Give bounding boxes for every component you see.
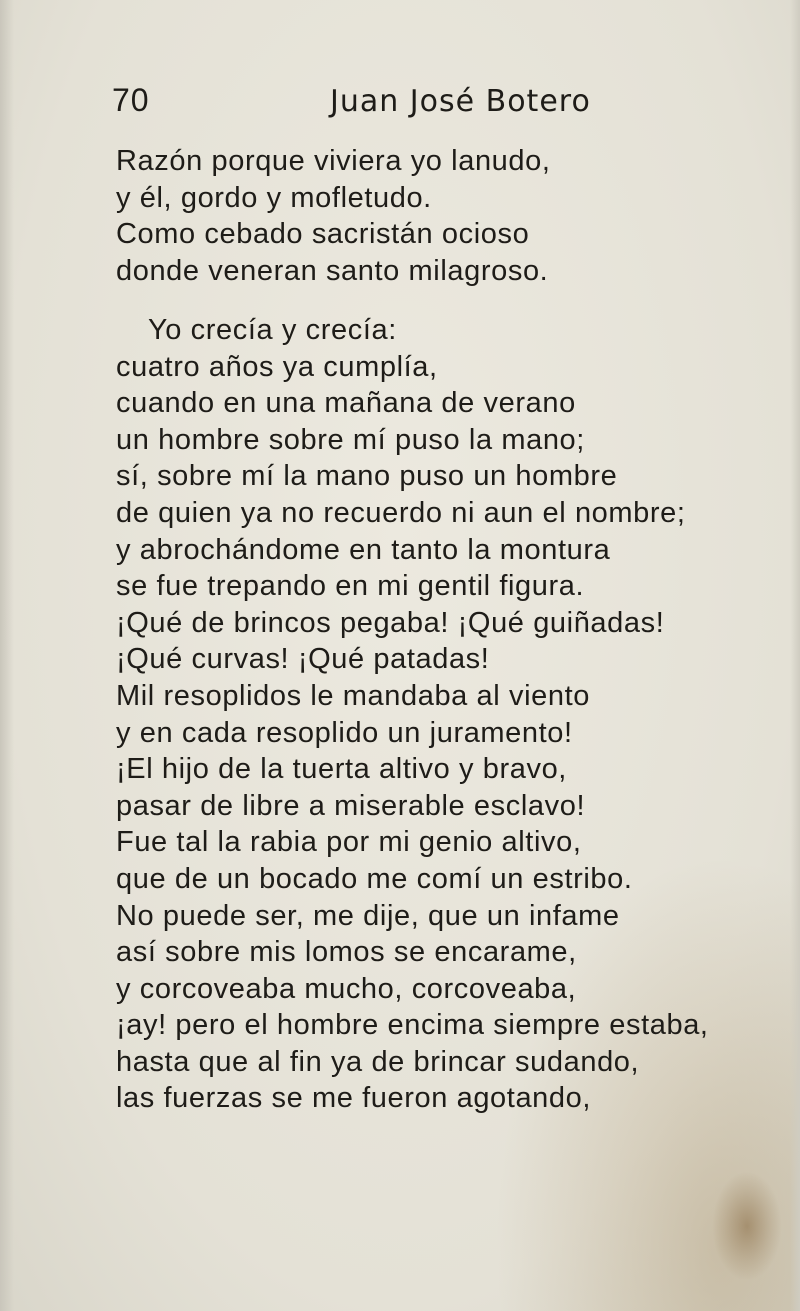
stanza-1: [116, 143, 551, 289]
verse-line: ¡Qué curvas! ¡Qué patadas!: [116, 643, 490, 676]
verse-line: ¡El hijo de la tuerta altivo y bravo,: [116, 753, 567, 786]
verse-line: No puede ser, me dije, que un infame: [116, 899, 620, 932]
verse-line: las fuerzas se me fueron agotando,: [116, 1082, 592, 1115]
verse-line: cuatro años ya cumplía,: [116, 350, 438, 383]
verse-line: y él, gordo y mofletudo.: [116, 181, 432, 214]
verse-line: y abrochándome en tanto la montura: [116, 533, 611, 566]
verse-line: que de un bocado me comí un estribo.: [116, 862, 633, 895]
verse-line: Mil resoplidos le mandaba al viento: [116, 679, 590, 712]
verse-line: ¡Qué de brincos pegaba! ¡Qué guiñadas!: [116, 606, 665, 639]
paper-stain: [712, 1171, 782, 1281]
verse-line: así sobre mis lomos se encarame,: [116, 936, 577, 969]
verse-line: Como cebado sacristán ocioso: [116, 218, 530, 251]
running-head-author: Juan José Botero: [330, 84, 591, 119]
page-number: 70: [112, 82, 150, 118]
verse-line: y corcoveaba mucho, corcoveaba,: [116, 972, 577, 1005]
verse-line: se fue trepando en mi gentil figura.: [116, 570, 585, 603]
verse-line: Yo crecía y crecía:: [148, 314, 397, 346]
verse-line: Razón porque viviera yo lanudo,: [116, 145, 551, 177]
verse-line: hasta que al fin ya de brincar sudando,: [116, 1045, 640, 1078]
verse-line: sí, sobre mí la mano puso un hombre: [116, 460, 618, 493]
verse-line: Fue tal la rabia por mi genio altivo,: [116, 826, 582, 859]
verse-line: un hombre sobre mí puso la mano;: [116, 423, 585, 456]
verse-line: cuando en una mañana de verano: [116, 387, 576, 420]
verse-line: donde veneran santo milagroso.: [116, 254, 549, 287]
verse-line: pasar de libre a miserable esclavo!: [116, 789, 586, 822]
page-edge-shadow-right: [790, 0, 800, 1311]
verse-line: de quien ya no recuerdo ni aun el nombre;: [116, 496, 686, 529]
verse-line: y en cada resoplido un juramento!: [116, 716, 573, 749]
page-edge-shadow-left: [0, 0, 14, 1311]
stanza-2: [116, 312, 709, 1117]
verse-line: ¡ay! pero el hombre encima siempre estaba,: [116, 1009, 709, 1042]
